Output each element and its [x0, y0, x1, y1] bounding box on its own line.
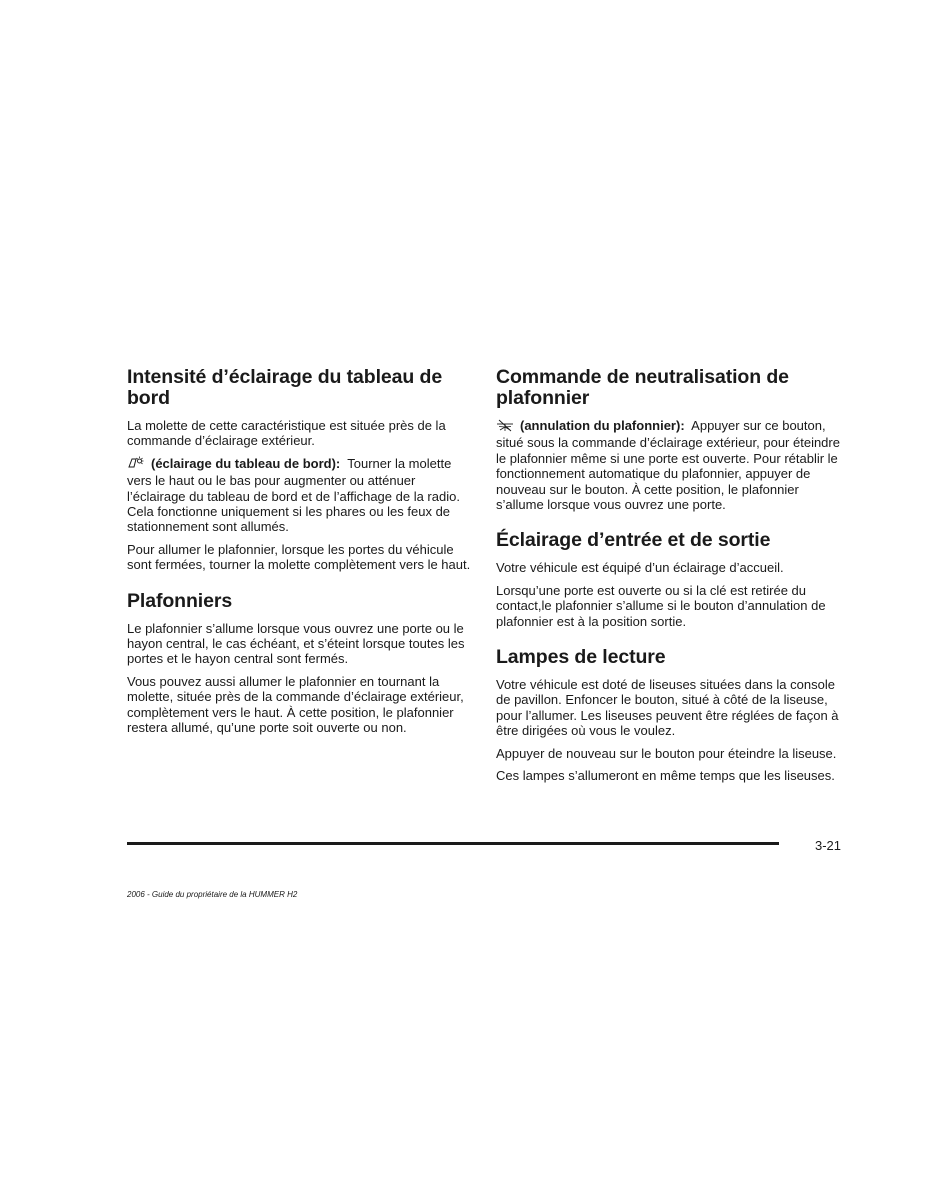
paragraph-with-icon	[127, 456, 477, 535]
instrument-panel-brightness-icon	[127, 456, 145, 473]
icon-label: (éclairage du tableau de bord):	[151, 455, 341, 471]
paragraph-with-icon	[496, 418, 844, 512]
paragraph: Vous pouvez aussi allumer le plafonnier en tournant la molette, située près de la commande d’éclairage extérieur, complètement vers le haut. À cette position, le plafonnier restera allumé, qu’une porte soit ouverte ou non.	[127, 673, 464, 736]
heading-dome-lamps: Plafonniers	[127, 589, 233, 612]
paragraph: Lorsqu’une porte est ouverte ou si la clé est retirée du contact,le plafonnier s’allume si le bouton d’annulation de plafonnier est à la position sortie.	[496, 582, 826, 629]
icon-label: (annulation du plafonnier):	[520, 418, 685, 433]
page-number: 3-21	[815, 838, 842, 853]
heading-reading-lamps: Lampes de lecture	[496, 646, 666, 669]
heading-entry-exit-lighting: Éclairage d’entrée et de sortie	[496, 529, 771, 552]
paragraph: Le plafonnier s’allume lorsque vous ouvrez une porte ou le hayon central, le cas échéant, et s’éteint lorsque toutes les portes et le hayon central sont fermés.	[127, 620, 465, 667]
heading-instrument-panel-brightness: Intensité d’éclairage du tableau de bord	[127, 366, 443, 409]
right-column	[496, 367, 844, 791]
left-column	[127, 367, 477, 743]
paragraph-text: Tourner la molette vers le haut ou le bas pour augmenter ou atténuer l’éclairage du tableau de bord et de l’affichage de la radio. Cela fonctionne uniquement si les phares ou les feux de stationnement sont allumés.	[127, 455, 460, 535]
paragraph: Votre véhicule est équipé d’un éclairage d’accueil.	[496, 560, 784, 576]
footer-rule	[127, 842, 779, 845]
dome-lamp-override-icon	[496, 419, 514, 435]
paragraph: Ces lampes s’allumeront en même temps que les liseuses.	[496, 768, 835, 784]
paragraph-text: Appuyer sur ce bouton, situé sous la commande d’éclairage extérieur, pour éteindre le plafonnier même si une porte est ouverte. Pour rétablir le fonctionnement automatique du plafonnier, appuyer de nouveau sur le bouton. À cette position, le plafonnier s’allume lorsque vous ouvrez une porte.	[496, 418, 840, 513]
heading-dome-lamp-override: Commande de neutralisation de plafonnier	[496, 366, 789, 409]
footer-text: 2006 - Guide du propriétaire de la HUMMER H2	[127, 890, 298, 899]
paragraph: Pour allumer le plafonnier, lorsque les portes du véhicule sont fermées, tourner la molette complètement vers le haut.	[127, 541, 471, 573]
paragraph: La molette de cette caractéristique est située près de la commande d’éclairage extérieur.	[127, 418, 446, 449]
paragraph: Votre véhicule est doté de liseuses situées dans la console de pavillon. Enfoncer le bouton, situé à côté de la liseuse, pour l’allumer. Les liseuses peuvent être réglées de façon à être dirigées où vous le voulez.	[496, 677, 839, 739]
paragraph: Appuyer de nouveau sur le bouton pour éteindre la liseuse.	[496, 745, 837, 761]
